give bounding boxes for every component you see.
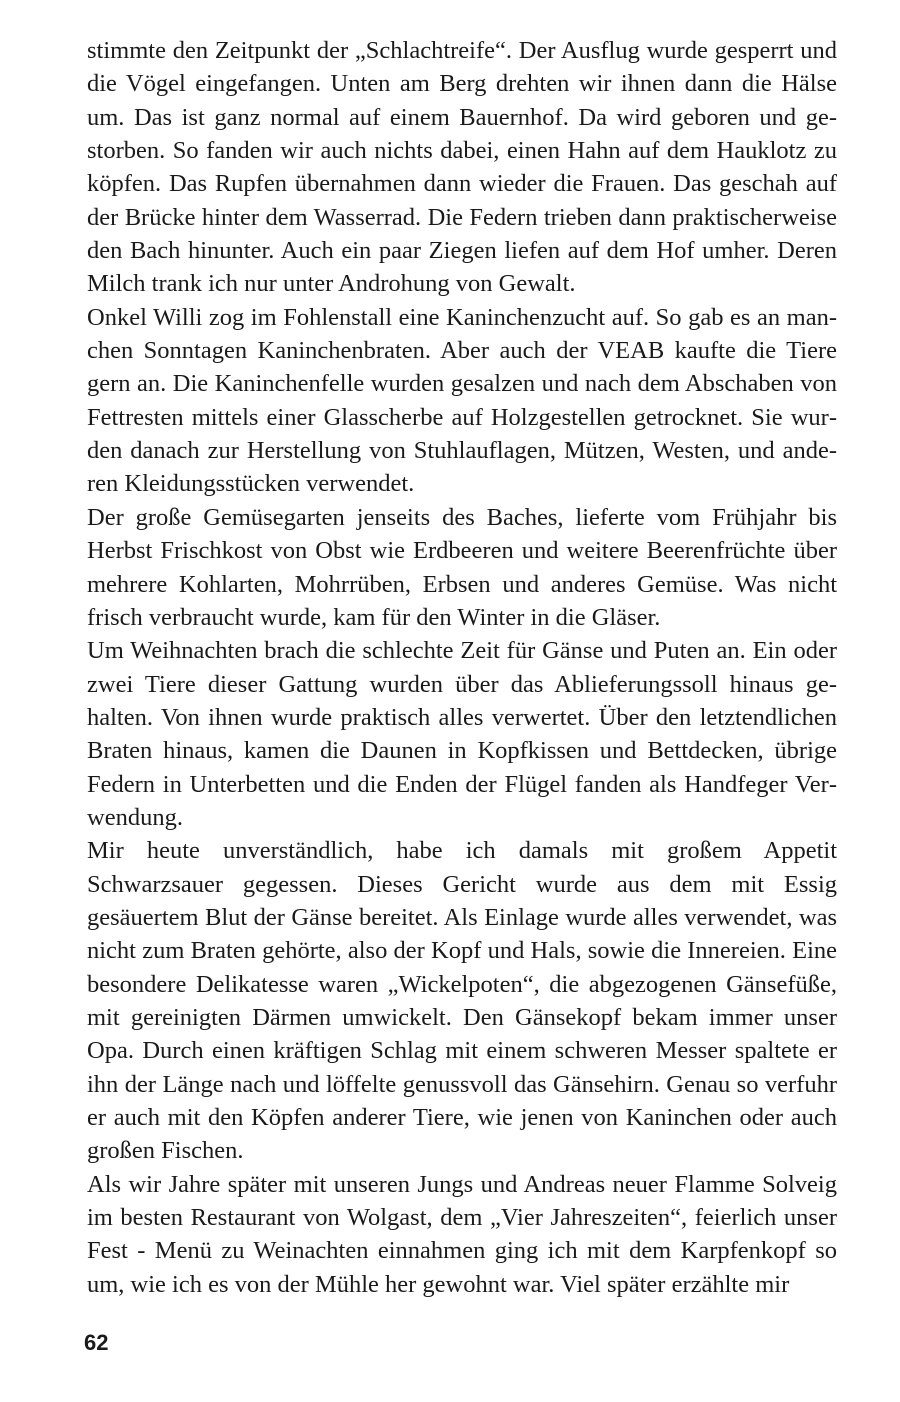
paragraph: Um Weihnachten brach die schlechte Zeit für Gänse und Puten an. Ein oder zwei Tiere dieser Gattung wurden über das Ablieferungssoll hinaus gehalten. Von ihnen wurde praktisch alles verwertet. Über den letztendlichen Braten hinaus, kamen die Daunen in Kopfkissen und Bettdecken, übrige Federn in Unterbetten und die Enden der Flügel fanden als Handfeger Verwendung. xyxy=(87,637,837,831)
paragraph: Onkel Willi zog im Fohlenstall eine Kaninchenzucht auf. So gab es an manchen Sonntagen Kaninchenbraten. Aber auch der VEAB kaufte die Tiere gern an. Die Kaninchenfelle wurden gesalzen und nach dem Abschaben von Fettresten mittels einer Glasscherbe auf Holzgestellen getrocknet. Sie wurden danach zur Herstellung von Stuhlauflagen, Mützen, Westen, und anderen Kleidungsstücken verwendet. xyxy=(87,303,837,498)
paragraph: stimmte den Zeitpunkt der „Schlachtreife“. Der Ausflug wurde gesperrt und die Vögel eingefangen. Unten am Berg drehten wir ihnen dann die Hälse um. Das ist ganz normal auf einem Bauernhof. Da wird geboren und gestorben. So fanden wir auch nichts dabei, einen Hahn auf dem Hauklotz zu köpfen. Das Rupfen übernahmen dann wieder die Frauen. Das geschah auf der Brücke hinter dem Wasserrad. Die Federn trieben dann praktischerweise den Bach hinunter. Auch ein paar Ziegen liefen auf dem Hof umher. Deren Milch trank ich nur unter Androhung von Gewalt. xyxy=(87,37,837,298)
body-text xyxy=(87,34,837,1301)
paragraph: Der große Gemüsegarten jenseits des Baches, lieferte vom Frühjahr bis Herbst Frischkost von Obst wie Erdbeeren und weitere Beerenfrüchte über mehrere Kohlarten, Mohrrüben, Erbsen und anderes Gemüse. Was nicht frisch verbraucht wurde, kam für den Winter in die Gläser. xyxy=(87,503,837,631)
paragraph: Als wir Jahre später mit unseren Jungs und Andreas neuer Flamme Solveig im besten Restaurant von Wolgast, dem „Vier Jahreszeiten“, feierlich unser Fest - Menü zu Weinachten einnahmen ging ich mit dem Karpfenkopf so um, wie ich es von der Mühle her gewohnt war. Viel später erzählte mir xyxy=(87,1170,837,1298)
page-number: 62 xyxy=(84,1330,109,1355)
paragraph: Mir heute unverständlich, habe ich damals mit großem Appetit Schwarzsauer gegessen. Dieses Gericht wurde aus dem mit Essig gesäuertem Blut der Gänse bereitet. Als Einlage wurde alles verwendet, was nicht zum Braten gehörte, also der Kopf und Hals, sowie die Innereien. Eine besondere Delikatesse waren „Wickelpoten“, die abgezogenen Gänsefüße, mit gereinigten Därmen umwickelt. Den Gänsekopf bekam immer unser Opa. Durch einen kräftigen Schlag mit einem schweren Messer spaltete er ihn der Länge nach und löffelte genussvoll das Gänsehirn. Genau so verfuhr er auch mit den Köpfen anderer Tiere, wie jenen von Kaninchen oder auch großen Fischen. xyxy=(87,837,837,1165)
